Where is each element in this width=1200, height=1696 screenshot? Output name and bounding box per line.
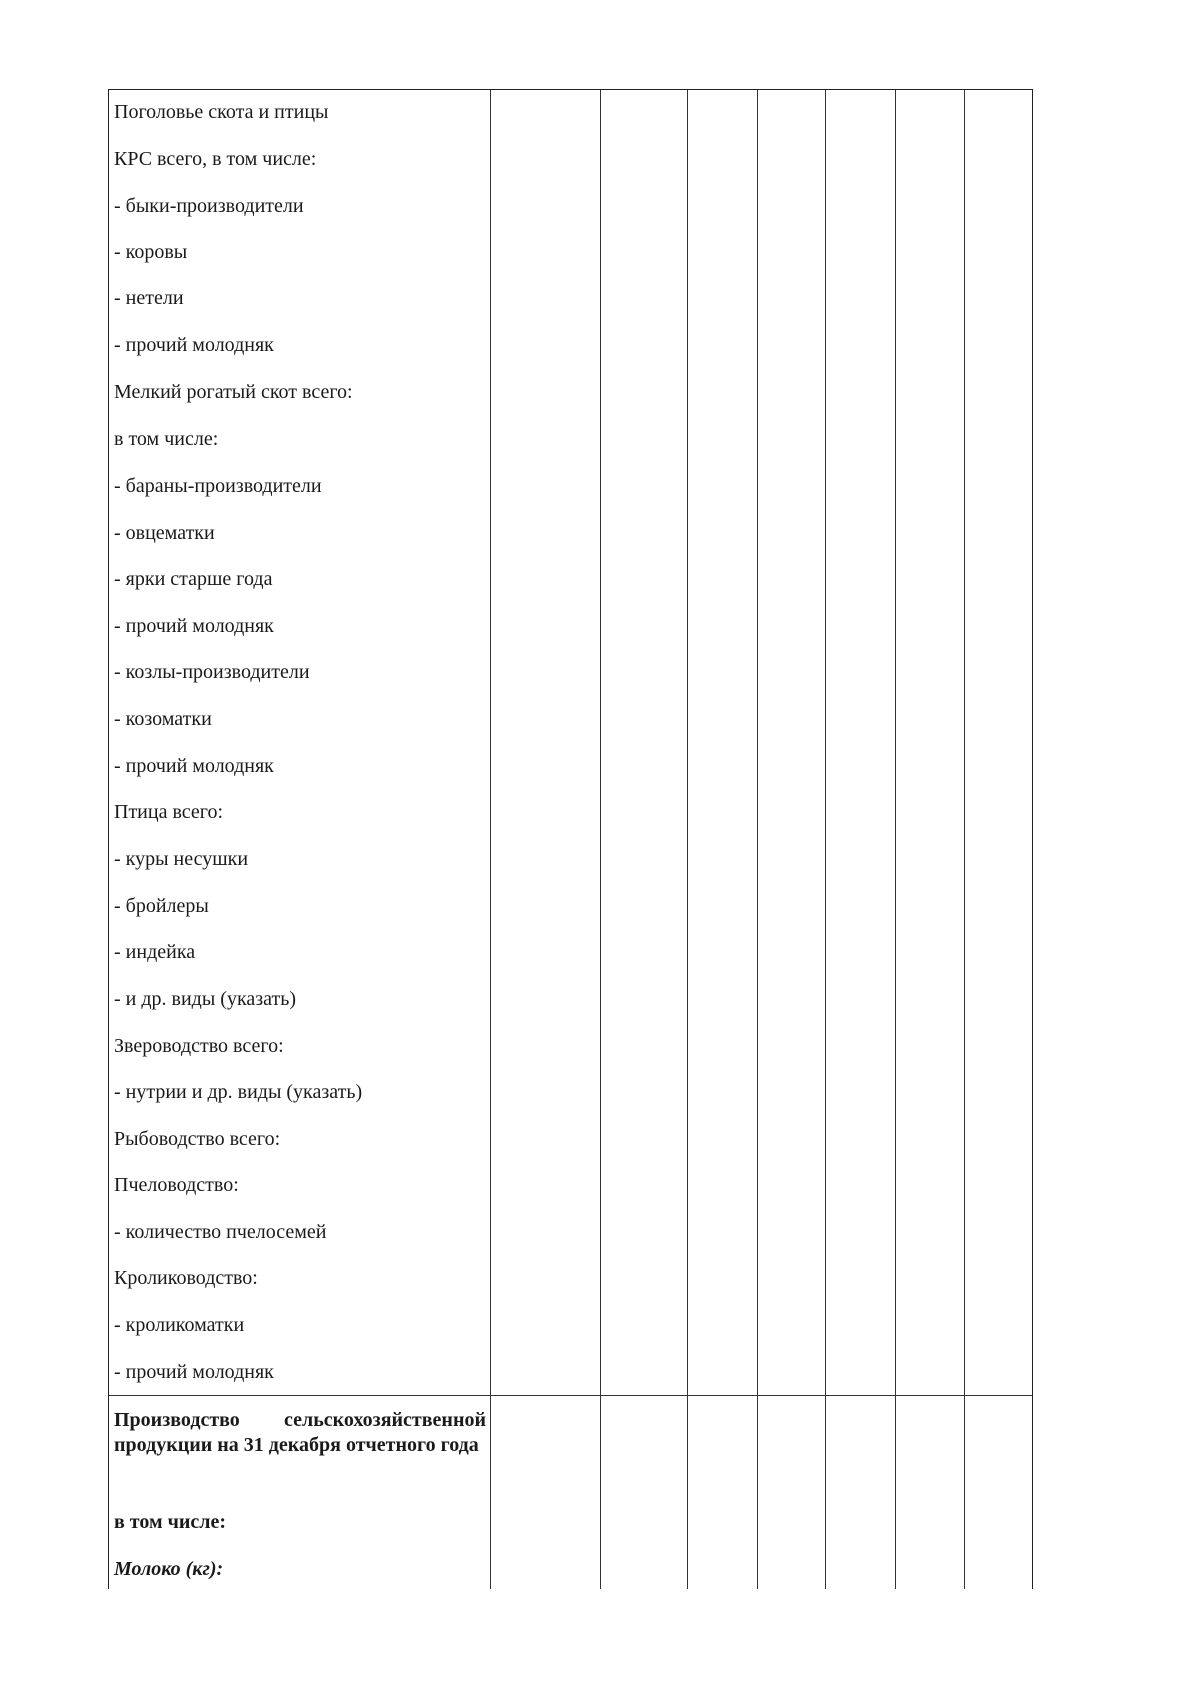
milk-row-label: Молоко (кг): [114,1558,224,1580]
column-divider [964,90,965,1589]
row-label: Мелкий рогатый скот всего: [114,381,353,403]
row-label: Поголовье скота и птицы [114,101,329,123]
column-divider [490,90,491,1589]
column-divider [687,90,688,1589]
column-divider [895,90,896,1589]
row-label: Кролиководство: [114,1267,258,1289]
column-divider [757,90,758,1589]
row-label: - куры несушки [114,848,249,870]
row-label: Пчеловодство: [114,1174,239,1196]
row-label: - количество пчелосемей [114,1221,327,1243]
production-including-label: в том числе: [114,1511,227,1533]
row-label: - индейка [114,941,196,963]
section-divider [109,1395,1032,1396]
row-label: - быки-производители [114,195,304,217]
row-label: - козоматки [114,708,212,730]
row-label: Рыбоводство всего: [114,1128,281,1150]
row-label: - прочий молодняк [114,755,274,777]
row-label: - нетели [114,287,184,309]
row-label: - и др. виды (указать) [114,988,297,1010]
row-label: в том числе: [114,428,219,450]
row-label: - прочий молодняк [114,1361,274,1383]
row-label: - кроликоматки [114,1314,245,1336]
row-label: - козлы-производители [114,661,310,683]
row-label: - коровы [114,241,188,263]
row-label: - бараны-производители [114,475,322,497]
row-label: - ярки старше года [114,568,273,590]
row-label: - бройлеры [114,895,209,917]
row-label: КРС всего, в том числе: [114,148,317,170]
production-section-title: Производство сельскохозяйственной продукции на 31 декабря отчетного года [114,1409,486,1456]
row-label: - овцематки [114,522,215,544]
livestock-form-table [108,89,1033,1589]
row-label: Звероводство всего: [114,1035,284,1057]
row-label: Птица всего: [114,801,224,823]
row-label: - нутрии и др. виды (указать) [114,1081,363,1103]
row-label: - прочий молодняк [114,615,274,637]
column-divider [825,90,826,1589]
row-label: - прочий молодняк [114,334,274,356]
column-divider [600,90,601,1589]
